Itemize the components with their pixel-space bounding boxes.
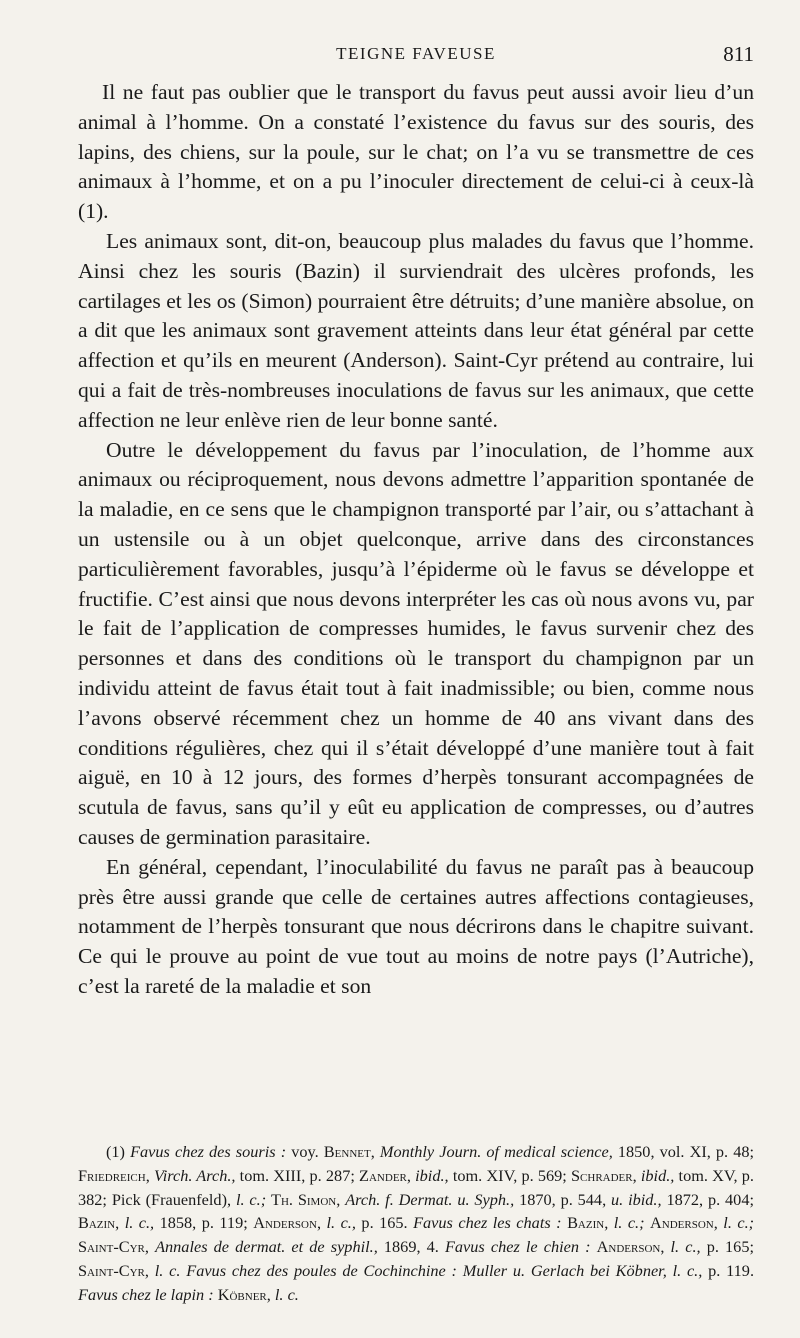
fn-italic: l. c. — [154, 1260, 181, 1280]
paragraph: En général, cependant, l’inoculabilité du favus ne paraît pas à beaucoup près être aussi grande que celle de certaines autres affections contagieuses, notamment de l’herpès tonsurant que nous décrirons dans le chapitre suivant. Ce qui le prouve au point de vue tout au moins de notre pays (l’Autriche), c’est la rareté de la maladie et son — [78, 854, 754, 998]
paragraph: Les animaux sont, dit-on, beaucoup plus malades du favus que l’homme. Ainsi chez les souris (Bazin) il surviendrait des ulcères profonds, les cartilages et les os (Simon) pourraient être détruits; d’une manière absolue, on a dit que les animaux sont gravement atteints dans leur état général par cette affection et qu’ils en meurent (Anderson). Saint-Cyr prétend au contraire, lui qui a fait de très-nombreuses inoculations de favus sur les animaux, que cette affection ne leur enlève rien de leur bonne santé. — [78, 228, 754, 432]
body-text — [78, 78, 754, 1002]
fn-text: p. 119. — [708, 1260, 755, 1280]
fn-italic: ibid., — [640, 1165, 675, 1185]
fn-italic: l. c., — [326, 1213, 356, 1233]
fn-author: Zander, — [359, 1165, 411, 1185]
fn-text: tom. XIV, p. 569; — [452, 1165, 567, 1185]
fn-text: 1872, p. 404; — [666, 1189, 754, 1209]
fn-text: 1870, p. 544, — [519, 1189, 607, 1209]
running-header — [78, 40, 754, 70]
fn-author: Köbner, — [217, 1284, 271, 1304]
fn-author: Anderson, — [253, 1213, 322, 1233]
fn-text: 1850, vol. XI, p. 48; — [617, 1142, 755, 1161]
fn-author: Bazin, — [78, 1213, 120, 1233]
fn-author: Bennet, — [323, 1142, 375, 1161]
fn-author: Friedreich, — [78, 1165, 150, 1185]
footnote — [78, 1140, 754, 1307]
fn-text: tom. XIII, p. 287; — [239, 1165, 355, 1185]
fn-italic: Annales de dermat. et de syphil., — [155, 1237, 378, 1257]
fn-italic: l. c.; — [613, 1213, 645, 1233]
fn-italic: l. c., — [672, 1260, 703, 1280]
footnote-marker: (1) — [106, 1142, 125, 1161]
fn-text: p. 165; — [706, 1237, 754, 1257]
fn-author: Anderson, — [650, 1213, 718, 1233]
running-title: TEIGNE FAVEUSE — [336, 44, 496, 63]
fn-author: Bazin, — [567, 1213, 609, 1233]
fn-italic: Favus chez les chats : — [413, 1213, 562, 1233]
fn-author: Saint-Cyr, — [78, 1237, 149, 1257]
fn-text: voy. — [291, 1142, 319, 1161]
fn-text: p. 165. — [361, 1213, 408, 1233]
paragraph: Outre le développement du favus par l’inoculation, de l’homme aux animaux ou réciproquement, nous devons admettre l’apparition spontanée de la maladie, en ce sens que le champignon transporté par l’air, ou s’attachant à un ustensile ou à un objet quelconque, arrive dans des circonstances particulièrement favorables, jusqu’à l’épiderme où le favus se développe et fructifie. C’est ainsi que nous devons interpréter les cas où nous avons vu, par le fait de l’application de compresses humides, le favus survenir chez des personnes et dans des conditions où le transport du champignon par un individu atteint de favus était tout à fait inadmissible; ou bien, comme nous l’avons observé récemment chez un homme de 40 ans vivant dans des conditions régulières, chez qui il s’était développé d’une manière tout à fait aiguë, en 10 à 12 jours, des formes d’herpès tonsurant accompagnées de scutula de favus, sans qu’il y eût eu application de compresses, ou d’autres causes de germination parasitaire. — [78, 437, 754, 849]
fn-author: Schrader, — [571, 1165, 637, 1185]
fn-text: 1858, p. 119; — [159, 1213, 248, 1233]
fn-italic: Arch. f. Dermat. u. Syph., — [345, 1189, 515, 1209]
fn-italic: Favus chez des souris : — [130, 1142, 287, 1161]
fn-italic: Favus chez le chien : — [444, 1237, 591, 1257]
fn-italic: u. ibid., — [611, 1189, 662, 1209]
fn-italic: l. c., — [670, 1237, 701, 1257]
fn-author: Anderson, — [596, 1237, 665, 1257]
fn-text: 1869, 4. — [383, 1237, 439, 1257]
paragraph: Il ne faut pas oublier que le transport du favus peut aussi avoir lieu d’un animal à l’homme. On a constaté l’existence du favus sur des souris, des lapins, des chiens, sur la poule, sur le chat; on l’a vu se transmettre de ces animaux à l’homme, et on a pu l’inoculer directement de celui-ci à ceux-là (1). — [78, 80, 754, 224]
page-number: 811 — [723, 42, 754, 66]
fn-text: tom. XV, p. 382; Pick (Frauenfeld), — [78, 1165, 754, 1209]
fn-italic: Favus chez des poules de Cochinchine : Muller u. Gerlach bei Köbner, — [186, 1260, 667, 1280]
footnotes — [78, 1140, 754, 1307]
fn-italic: ibid., — [415, 1165, 449, 1185]
fn-italic: Virch. Arch., — [153, 1165, 236, 1185]
fn-author: Th. Simon, — [271, 1189, 341, 1209]
fn-italic: l. c.; — [235, 1189, 267, 1209]
fn-author: Saint-Cyr, — [78, 1260, 149, 1280]
fn-italic: l. c., — [124, 1213, 155, 1233]
fn-italic: Monthly Journ. of medical science, — [379, 1142, 613, 1161]
fn-italic: l. c.; — [723, 1213, 755, 1233]
fn-italic: l. c. — [274, 1284, 299, 1304]
fn-italic: Favus chez le lapin : — [78, 1284, 214, 1304]
